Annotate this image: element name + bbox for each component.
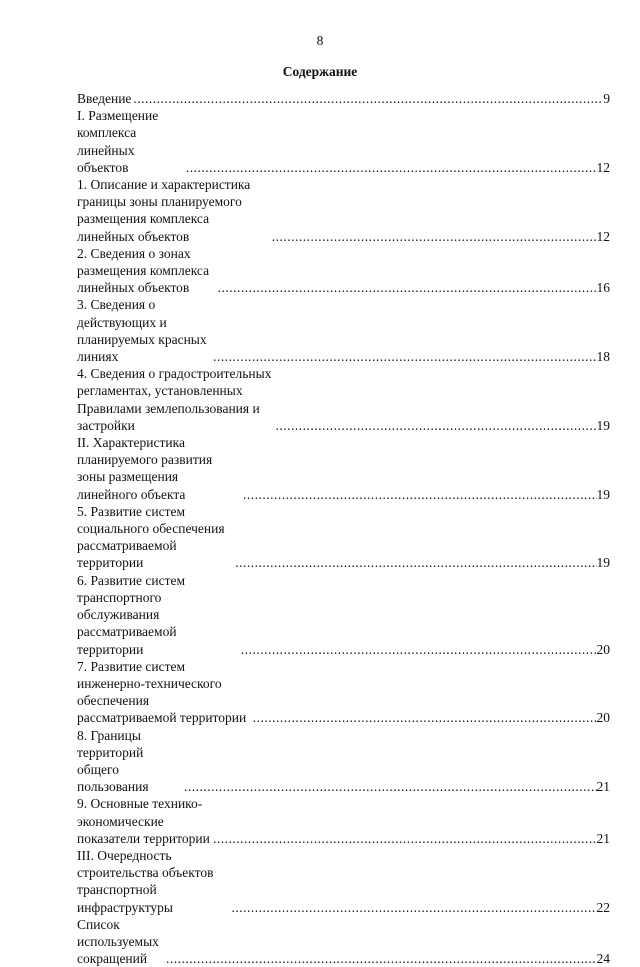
toc-entry-text: 7. Развитие систем инженерно-технического обеспечения рассматриваемой территории	[77, 658, 247, 726]
toc-leader-dots	[230, 899, 597, 916]
toc-entry-item-9	[77, 795, 610, 847]
toc-entry-text: 8. Границы территорий общего пользования	[77, 727, 149, 795]
toc-entry-page: 24	[596, 951, 610, 967]
toc-entry-page: 16	[596, 280, 610, 296]
toc-entry-text: II. Характеристика планируемого развития зоны размещения линейного объекта	[77, 435, 213, 502]
toc-entry-page: 21	[596, 779, 610, 795]
toc-leader-dots	[164, 950, 596, 967]
toc-entry-page: 20	[596, 710, 610, 726]
toc-entry-text: 1. Описание и характеристика границы зоны планируемого размещения комплекса линейных объектов	[77, 177, 251, 244]
toc-entry-page: 19	[596, 555, 610, 571]
toc-entry-item-2	[77, 245, 610, 297]
toc-entry-section-3	[77, 847, 610, 916]
toc-entry-introduction	[77, 90, 610, 107]
toc-entry-section-2	[77, 434, 610, 503]
toc-entry-page: 19	[596, 486, 610, 502]
toc-leader-dots	[241, 486, 597, 503]
toc-entry-abbreviations	[77, 916, 610, 967]
toc-entry-item-6	[77, 572, 610, 658]
toc-leader-dots	[131, 90, 603, 107]
toc-leader-dots	[211, 348, 596, 365]
toc-entry-page: 21	[596, 830, 610, 846]
toc-entry-item-7	[77, 658, 610, 727]
toc-entry-page: 19	[596, 417, 610, 433]
toc-leader-dots	[233, 554, 596, 571]
toc-leader-dots	[211, 830, 597, 847]
toc-entry-text: 2. Сведения о зонах размещения комплекса линейных объектов	[77, 245, 210, 296]
toc-entry-page: 12	[596, 228, 610, 244]
toc-entry-item-5	[77, 503, 610, 572]
toc-leader-dots	[239, 641, 597, 658]
toc-leader-dots	[251, 709, 597, 726]
toc-entry-item-1	[77, 176, 610, 245]
toc-entry-text: 6. Развитие систем транспортного обслуживания рассматриваемой территории	[77, 572, 186, 657]
toc-entry-text: 4. Сведения о градостроительных регламентах, установленных Правилами землепользования и застройки	[77, 366, 272, 433]
toc-entry-item-3	[77, 296, 610, 365]
toc-entry-text: 5. Развитие систем социального обеспечения рассматриваемой территории	[77, 503, 225, 571]
toc-entry-page: 22	[596, 899, 610, 915]
toc-entry-section-1	[77, 107, 610, 176]
toc-entry-text: III. Очередность строительства объектов транспортной инфраструктуры	[77, 847, 214, 915]
toc-entry-text: Введение	[77, 91, 132, 106]
toc-entry-text: 9. Основные технико-экономические показатели территории	[77, 796, 210, 846]
table-of-contents	[77, 90, 610, 967]
toc-entry-item-4	[77, 365, 610, 434]
toc-entry-page: 18	[596, 349, 610, 365]
toc-entry-text: Список используемых сокращений	[77, 916, 159, 967]
toc-leader-dots	[270, 228, 597, 245]
toc-entry-text: I. Размещение комплекса линейных объектов	[77, 108, 159, 175]
toc-leader-dots	[216, 279, 597, 296]
toc-entry-text: 3. Сведения о действующих и планируемых красных линиях	[77, 297, 207, 365]
toc-entry-page: 9	[603, 91, 610, 106]
toc-leader-dots	[273, 417, 596, 434]
toc-leader-dots	[182, 778, 596, 795]
page-number: 8	[316, 33, 324, 48]
toc-entry-page: 12	[596, 159, 610, 175]
toc-entry-item-8	[77, 727, 610, 796]
toc-title: Содержание	[282, 64, 358, 79]
toc-leader-dots	[184, 159, 597, 176]
toc-entry-page: 20	[596, 641, 610, 657]
